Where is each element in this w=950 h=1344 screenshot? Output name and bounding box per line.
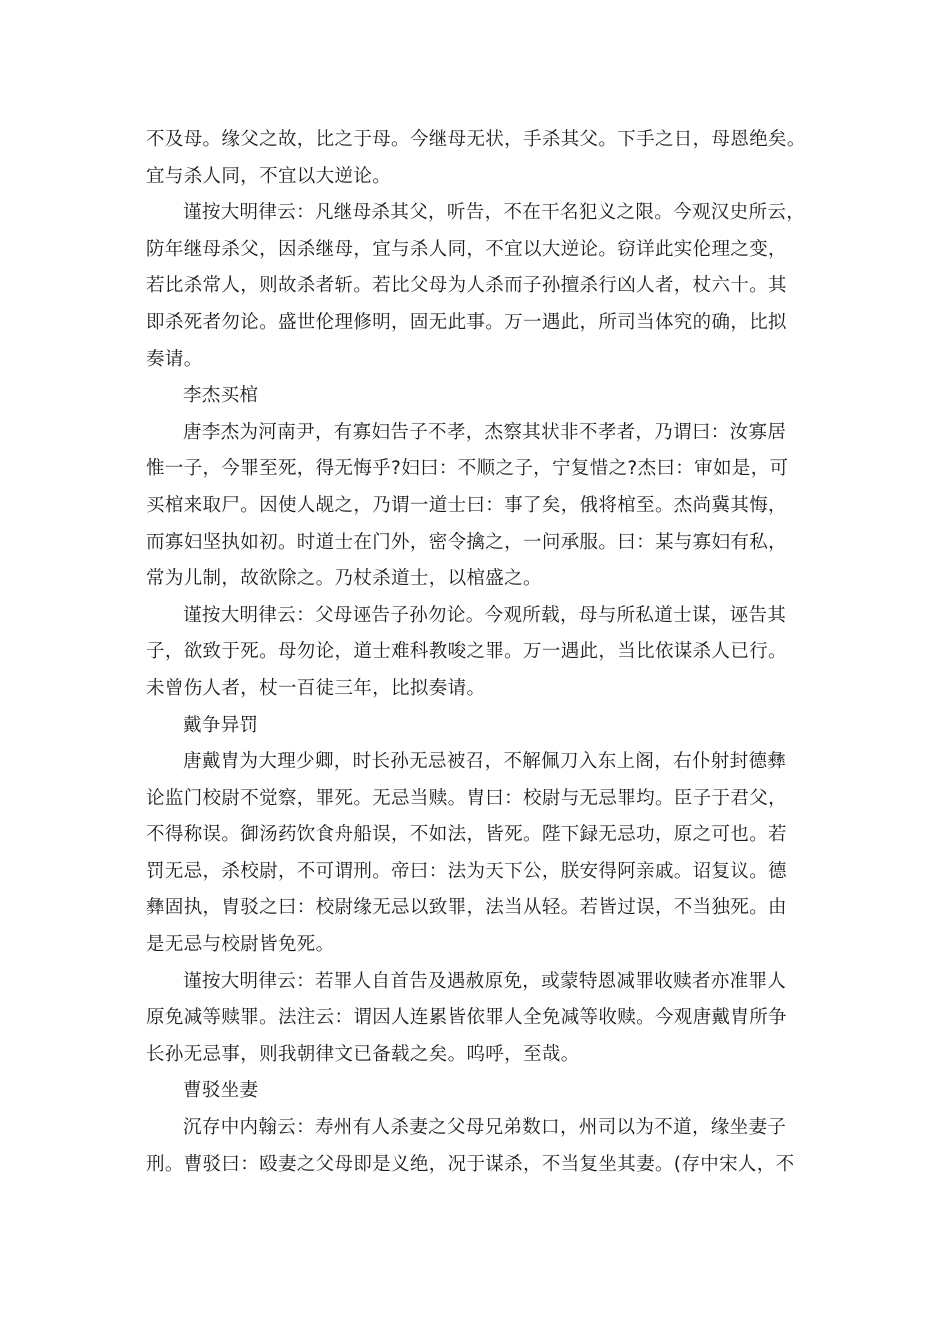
text-line: 子，欲致于死。母勿论，道士难科教唆之罪。万一遇此，当比依谋杀人已行。 <box>146 641 787 663</box>
text-line: 论监门校尉不觉察，罪死。无忌当赎。胄曰：校尉与无忌罪均。臣子于君父， <box>146 787 787 809</box>
text-line: 若比杀常人，则故杀者斩。若比父母为人杀而子孙擅杀行凶人者，杖六十。其 <box>146 275 787 297</box>
text-line: 罚无忌，杀校尉，不可谓刑。帝曰：法为天下公，朕安得阿亲戚。诏复议。德 <box>146 860 787 882</box>
document-page <box>146 122 816 1183</box>
text-line: 奏请。 <box>146 348 203 370</box>
text-line: 防年继母杀父，因杀继母，宜与杀人同，不宜以大逆论。窃详此实伦理之变， <box>146 238 787 260</box>
text-line: 买棺来取尸。因使人觇之，乃谓一道士曰：事了矣，俄将棺至。杰尚冀其悔， <box>146 494 787 516</box>
text-line: 不得称误。御汤药饮食舟船误，不如法，皆死。陛下録无忌功，原之可也。若 <box>146 824 787 846</box>
text-line: 未曾伤人者，杖一百徒三年，比拟奏请。 <box>146 677 486 699</box>
text-line: 长孙无忌事，则我朝律文已备载之矣。呜呼，至哉。 <box>146 1043 580 1065</box>
paragraph-start: 沉存中内翰云：寿州有人杀妻之父母兄弟数口，州司以为不道，缘坐妻子 <box>183 1117 787 1139</box>
text-line: 彝固执，胄驳之曰：校尉缘无忌以致罪，法当从轻。若皆过误，不当独死。由 <box>146 897 787 919</box>
section-heading: 曹驳坐妻 <box>183 1080 259 1102</box>
paragraph-start: 谨按大明律云：父母诬告子孙勿论。今观所载，母与所私道士谋，诬告其 <box>183 604 787 626</box>
text-line: 而寡妇坚执如初。时道士在门外，密令擒之，一问承服。曰：某与寡妇有私， <box>146 531 787 553</box>
section-heading: 戴争异罚 <box>183 714 259 736</box>
text-line: 不及母。缘父之故，比之于母。今继母无状，手杀其父。下手之日，母恩绝矣。 <box>146 129 806 150</box>
text-line: 常为儿制，故欲除之。乃杖杀道士，以棺盛之。 <box>146 568 542 590</box>
text-line: 惟一子，今罪至死，得无悔乎?妇曰：不顺之子，宁复惜之?杰曰：审如是，可 <box>146 458 789 480</box>
paragraph-start: 唐戴胄为大理少卿，时长孙无忌被召，不解佩刀入东上阁，右仆射封德彝 <box>183 751 787 773</box>
text-line: 原免减等赎罪。法注云：谓因人连累皆依罪人全免减等收赎。今观唐戴胄所争 <box>146 1007 787 1029</box>
text-line: 是无忌与校尉皆免死。 <box>146 934 335 956</box>
paragraph-start: 唐李杰为河南尹，有寡妇告子不孝，杰察其状非不孝者，乃谓曰：汝寡居 <box>183 421 787 443</box>
section-heading: 李杰买棺 <box>183 385 259 407</box>
paragraph-start: 谨按大明律云：凡继母杀其父，听告，不在干名犯义之限。今观汉史所云， <box>183 202 806 224</box>
text-line: 宜与杀人同，不宜以大逆论。 <box>146 165 392 187</box>
text-line: 刑。曹驳曰：殴妻之父母即是义绝，况于谋杀，不当复坐其妻。(存中宋人，不 <box>146 1153 795 1175</box>
text-line: 即杀死者勿论。盛世伦理修明，固无此事。万一遇此，所司当体究的确，比拟 <box>146 311 787 333</box>
paragraph-start: 谨按大明律云：若罪人自首告及遇赦原免，或蒙特恩减罪收赎者亦准罪人 <box>183 970 787 992</box>
